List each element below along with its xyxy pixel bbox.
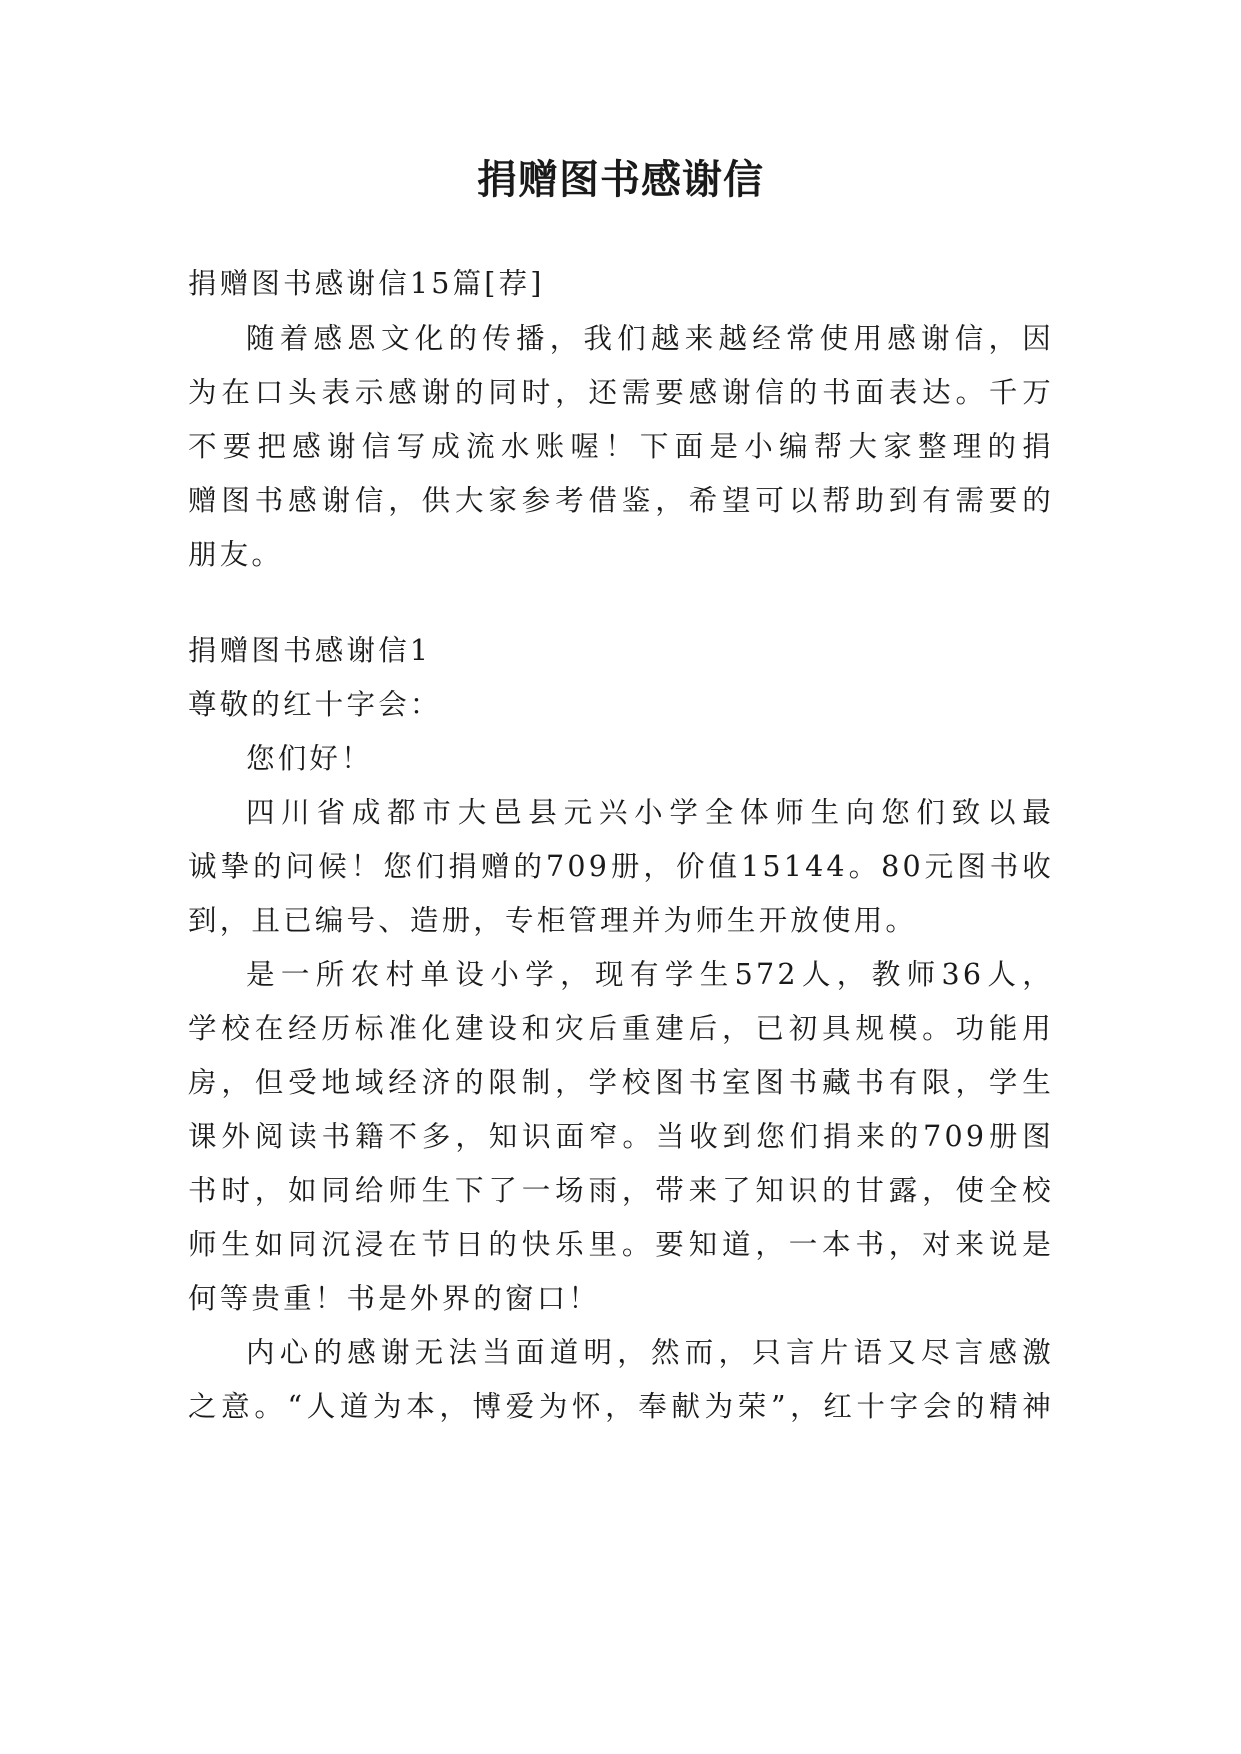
paragraph-line: 四川省成都市大邑县元兴小学全体师生向您们致以最 [246, 796, 1054, 829]
paragraph-line: 是一所农村单设小学，现有学生572人，教师36人， [246, 958, 1054, 991]
letter-heading: 捐赠图书感谢信1 [188, 634, 432, 667]
intro-line: 随着感恩文化的传播，我们越来越经常使用感谢信，因 [246, 322, 1054, 355]
paragraph-line: 何等贵重！书是外界的窗口！ [188, 1282, 601, 1315]
paragraph-line: 到，且已编号、造册，专柜管理并为师生开放使用。 [188, 904, 918, 937]
paragraph-line: 房，但受地域经济的限制，学校图书室图书藏书有限，学生 [188, 1066, 1054, 1099]
paragraph-line: 书时，如同给师生下了一场雨，带来了知识的甘露，使全校 [188, 1174, 1054, 1207]
paragraph-line: 诚挚的问候！您们捐赠的709册，价值15144。80元图书收 [188, 850, 1054, 883]
paragraph-line: 之意。“人道为本，博爱为怀，奉献为荣”，红十字会的精神 [188, 1390, 1054, 1423]
letter-salutation: 尊敬的红十字会： [188, 688, 442, 721]
intro-line: 不要把感谢信写成流水账喔！下面是小编帮大家整理的捐 [188, 430, 1054, 463]
intro-line: 赠图书感谢信，供大家参考借鉴，希望可以帮助到有需要的 [188, 484, 1054, 517]
paragraph-line: 师生如同沉浸在节日的快乐里。要知道，一本书，对来说是 [188, 1228, 1054, 1261]
intro-line: 朋友。 [188, 538, 284, 571]
letter-greeting: 您们好！ [246, 742, 373, 775]
paragraph-line: 课外阅读书籍不多，知识面窄。当收到您们捐来的709册图 [188, 1120, 1054, 1153]
document-title: 捐赠图书感谢信 [477, 157, 764, 203]
paragraph-line: 内心的感谢无法当面道明，然而，只言片语又尽言感激 [246, 1336, 1054, 1369]
document-subtitle: 捐赠图书感谢信15篇[荐] [188, 267, 545, 300]
paragraph-line: 学校在经历标准化建设和灾后重建后，已初具规模。功能用 [188, 1012, 1054, 1045]
intro-line: 为在口头表示感谢的同时，还需要感谢信的书面表达。千万 [188, 376, 1054, 409]
